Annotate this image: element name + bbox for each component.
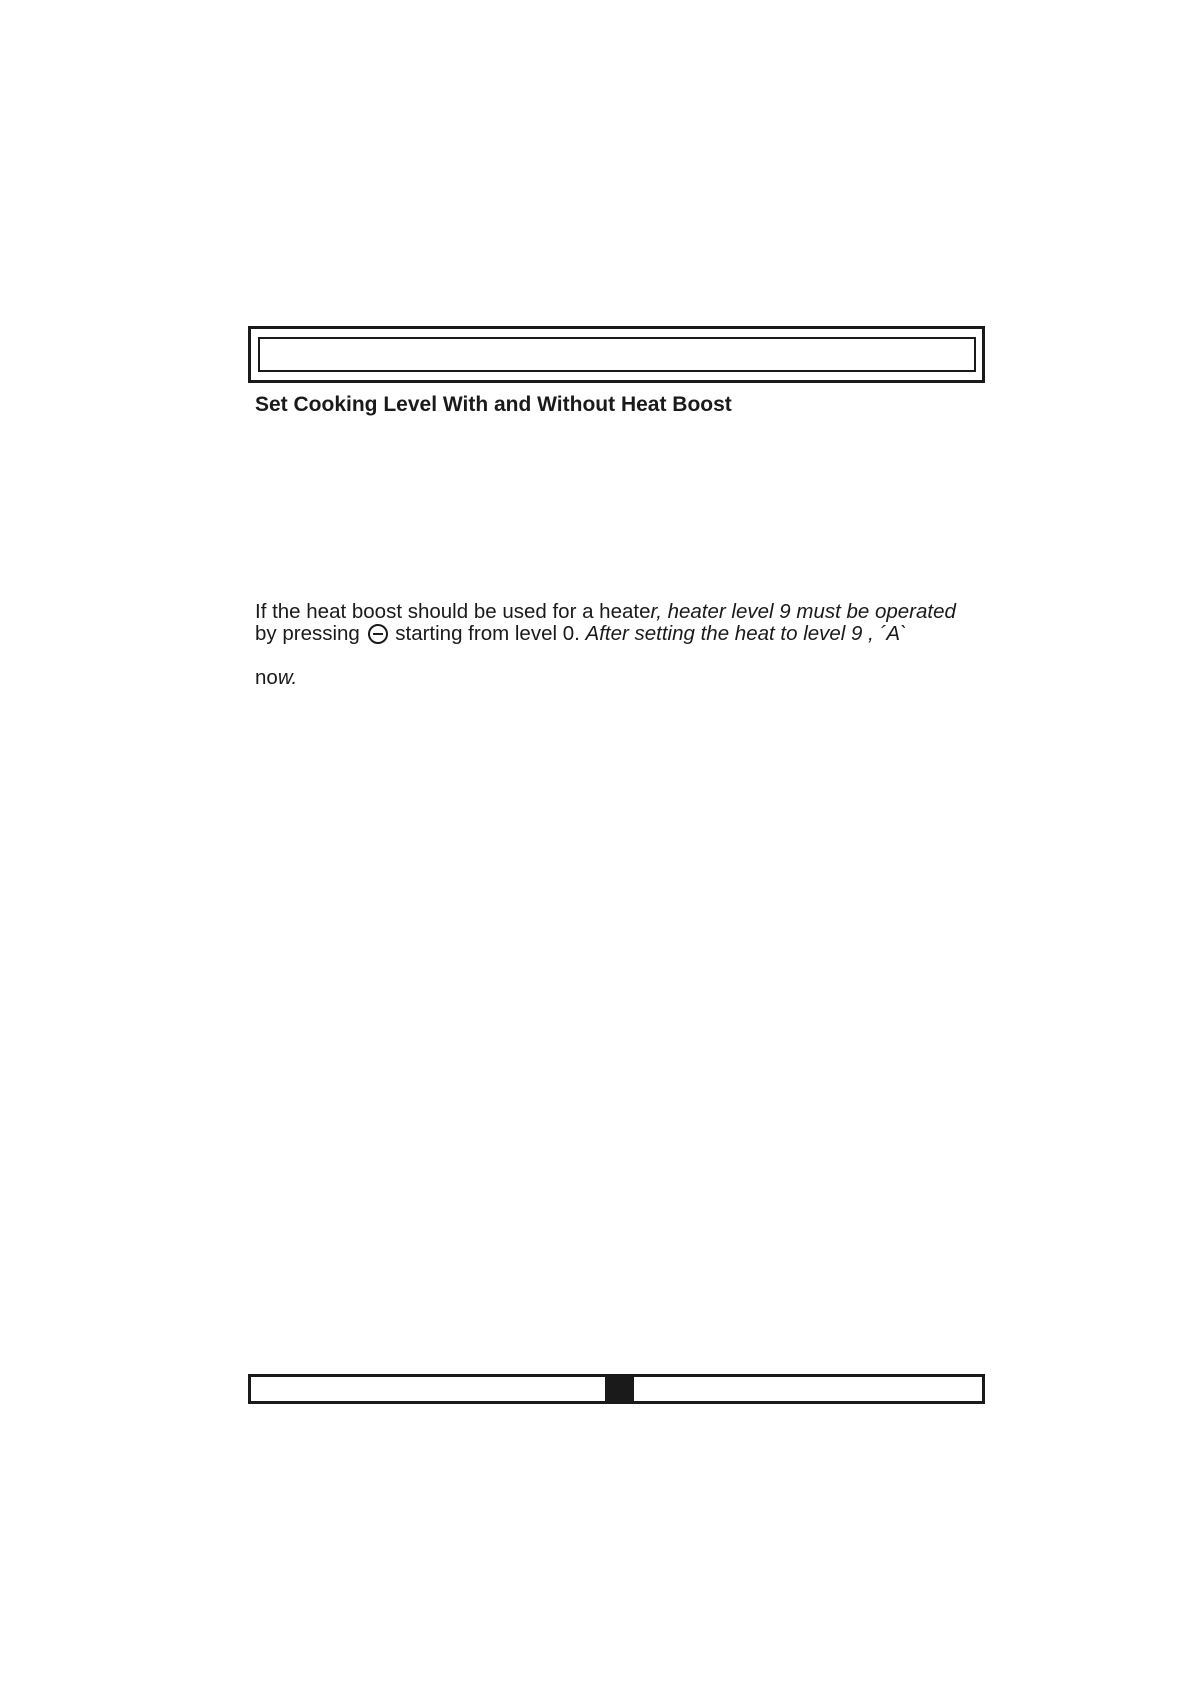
line2-text-regular: by pressing <box>255 622 360 645</box>
paragraph-line-2 <box>255 623 995 645</box>
page-number-tab <box>605 1374 634 1404</box>
header-frame <box>248 326 985 383</box>
line2-text-level: starting from level 0. <box>395 622 580 645</box>
paragraph-line-3 <box>255 667 995 689</box>
minus-button-icon <box>368 624 388 644</box>
line2-text-italic: After setting the heat to level 9 , ´A` <box>585 622 907 645</box>
footer-bar <box>248 1374 985 1404</box>
line1-text-regular: If the heat boost should be used for a heate <box>255 600 651 623</box>
paragraph-line-1 <box>255 601 995 623</box>
section-title: Set Cooking Level With and Without Heat Boost <box>255 393 732 416</box>
line1-text-italic: r, heater level 9 must be operated <box>650 600 956 623</box>
line3-text-italic: w. <box>277 666 298 689</box>
heat-boost-paragraph <box>255 601 995 689</box>
paragraph-gap <box>255 645 995 667</box>
line3-text-regular: no <box>255 666 278 689</box>
header-frame-inner <box>258 337 976 372</box>
